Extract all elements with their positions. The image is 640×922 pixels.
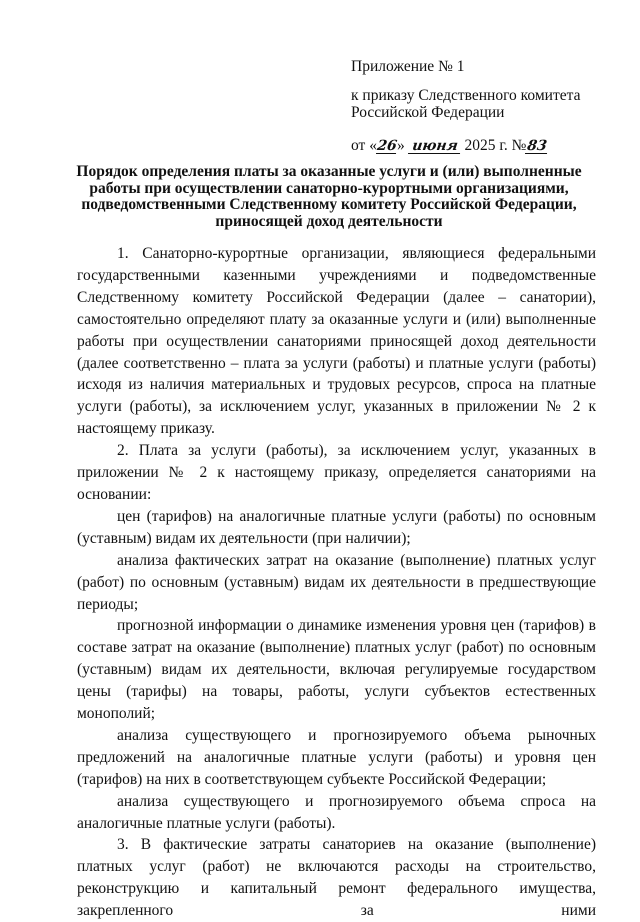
paragraph-2-item-2: анализа фактических затрат на оказание (выполнение) платных услуг (работ) по основным (уставным) видам их деятельности в предшествующие периоды;	[77, 551, 596, 613]
appendix-block	[351, 58, 611, 154]
paragraph-2-item-3: прогнозной информации о динамике изменения уровня цен (тарифов) в составе затрат на оказание (выполнение) платных услуг (работ) по основным (уставным) видам их деятельности, включая регулируемые государством цены (тарифы) на товары, работы, услуги субъектов естественных монополий;	[77, 617, 596, 723]
handwritten-order-number: 83	[526, 138, 549, 154]
date-year: 2025 г. №	[464, 137, 527, 154]
handwritten-month: июня	[408, 139, 462, 154]
paragraph-3: 3. В фактические затраты санаториев на оказание (выполнение) платных услуг (работ) не включаются расходы на строительство, реконструкцию и капитальный ремонт федерального имущества, закрепленного за ними	[77, 836, 596, 920]
paragraph-2: 2. Плата за услуги (работы), за исключением услуг, указанных в приложении № 2 к настоящему приказу, определяется санаториями на основании:	[77, 442, 596, 503]
document-body	[77, 243, 596, 922]
document-title: Порядок определения платы за оказанные услуги и (или) выполненные работы при осуществлении санаторно-курортными организациями, подведомственными Следственному комитету Российской Федерации, приносящей доход деятельности	[76, 163, 582, 230]
date-mid: »	[396, 137, 405, 154]
paragraph-2-item-1: цен (тарифов) на аналогичные платные услуги (работы) по основным (уставным) видам их деятельности (при наличии);	[77, 507, 596, 547]
order-date-line	[351, 137, 548, 154]
appendix-order-line: к приказу Следственного комитета	[351, 87, 581, 104]
handwritten-day: 26	[376, 138, 398, 154]
appendix-title: Приложение № 1	[351, 58, 465, 75]
paragraph-1: 1. Санаторно-курортные организации, являющиеся федеральными государственными казенными учреждениями и подведомственные Следственному комитету Российской Федерации (далее – санатории), самостоятельно определяют плату за оказанные услуги и (или) выполненные работы при осуществлении санаториями приносящей доход деятельности (далее соответственно – плата за услуги (работы) и платные услуги (работы) исходя из наличия материальных и трудовых ресурсов, спроса на платные услуги (работы), за исключением услуг, указанных в приложении № 2 к настоящему приказу.	[77, 245, 596, 438]
paragraph-2-item-5: анализа существующего и прогнозируемого объема спроса на аналогичные платные услуги (работы).	[77, 792, 596, 832]
appendix-org-line: Российской Федерации	[351, 104, 505, 121]
paragraph-2-item-4: анализа существующего и прогнозируемого объема рыночных предложений на аналогичные платные услуги (работы) и уровня цен (тарифов) на них в соответствующем субъекте Российской Федерации;	[77, 726, 596, 788]
date-prefix: от «	[351, 137, 377, 154]
